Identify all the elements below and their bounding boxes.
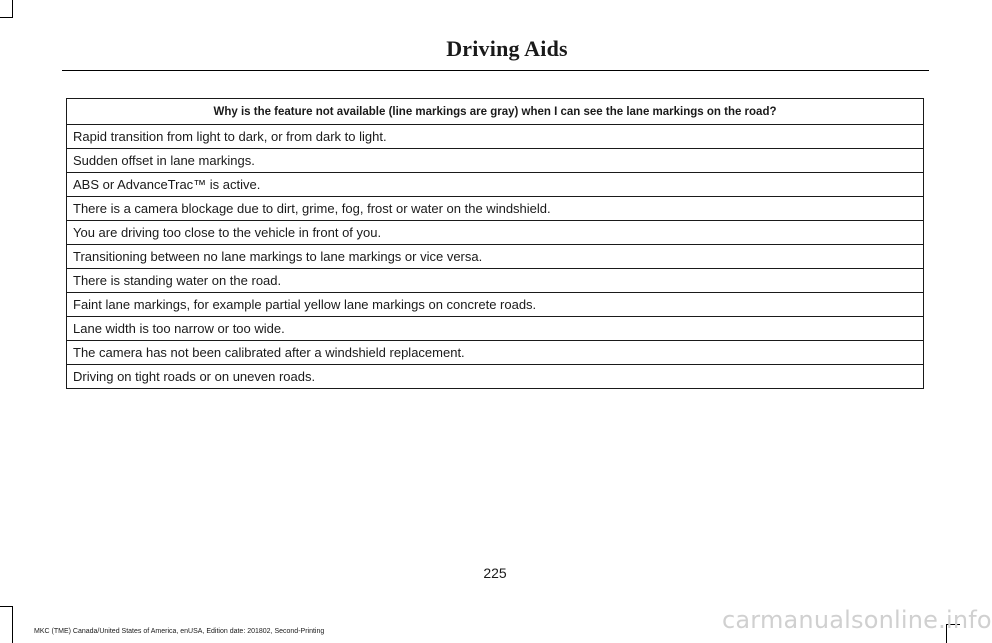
table-row: [67, 173, 924, 197]
table-row: [67, 293, 924, 317]
table-cell: You are driving too close to the vehicle in front of you.: [67, 221, 924, 245]
title-rule: [62, 70, 929, 71]
table-header-row: [67, 99, 924, 125]
page-number: 225: [483, 565, 507, 581]
table-cell: There is a camera blockage due to dirt, grime, fog, frost or water on the windshield.: [67, 197, 924, 221]
table-row: [67, 365, 924, 389]
table-row: [67, 317, 924, 341]
table-row: [67, 125, 924, 149]
crop-mark-bottom-left-v: [12, 606, 13, 643]
edition-footer: MKC (TME) Canada/United States of America, enUSA, Edition date: 201802, Second-Printing: [34, 628, 325, 635]
crop-mark-top-left-v: [12, 0, 13, 18]
table-cell: Faint lane markings, for example partial yellow lane markings on concrete roads.: [67, 293, 924, 317]
table-row: [67, 245, 924, 269]
table-cell: The camera has not been calibrated after a windshield replacement.: [67, 341, 924, 365]
table-header-cell: Why is the feature not available (line markings are gray) when I can see the lane markings on the road?: [67, 99, 924, 125]
table-cell: Lane width is too narrow or too wide.: [67, 317, 924, 341]
table-row: [67, 149, 924, 173]
table-cell: Driving on tight roads or on uneven roads.: [67, 365, 924, 389]
table-cell: Sudden offset in lane markings.: [67, 149, 924, 173]
section-title: Driving Aids: [446, 36, 568, 61]
watermark-text: carmanualsonline.info: [722, 606, 992, 634]
table-row: [67, 341, 924, 365]
table-cell: Rapid transition from light to dark, or from dark to light.: [67, 125, 924, 149]
crop-mark-top-left-h: [0, 17, 13, 18]
table-row: [67, 269, 924, 293]
table-cell: There is standing water on the road.: [67, 269, 924, 293]
info-table: [66, 98, 924, 389]
table-cell: ABS or AdvanceTrac™ is active.: [67, 173, 924, 197]
table-row: [67, 197, 924, 221]
table-cell: Transitioning between no lane markings to lane markings or vice versa.: [67, 245, 924, 269]
crop-mark-bottom-left-h: [0, 606, 13, 607]
table-row: [67, 221, 924, 245]
